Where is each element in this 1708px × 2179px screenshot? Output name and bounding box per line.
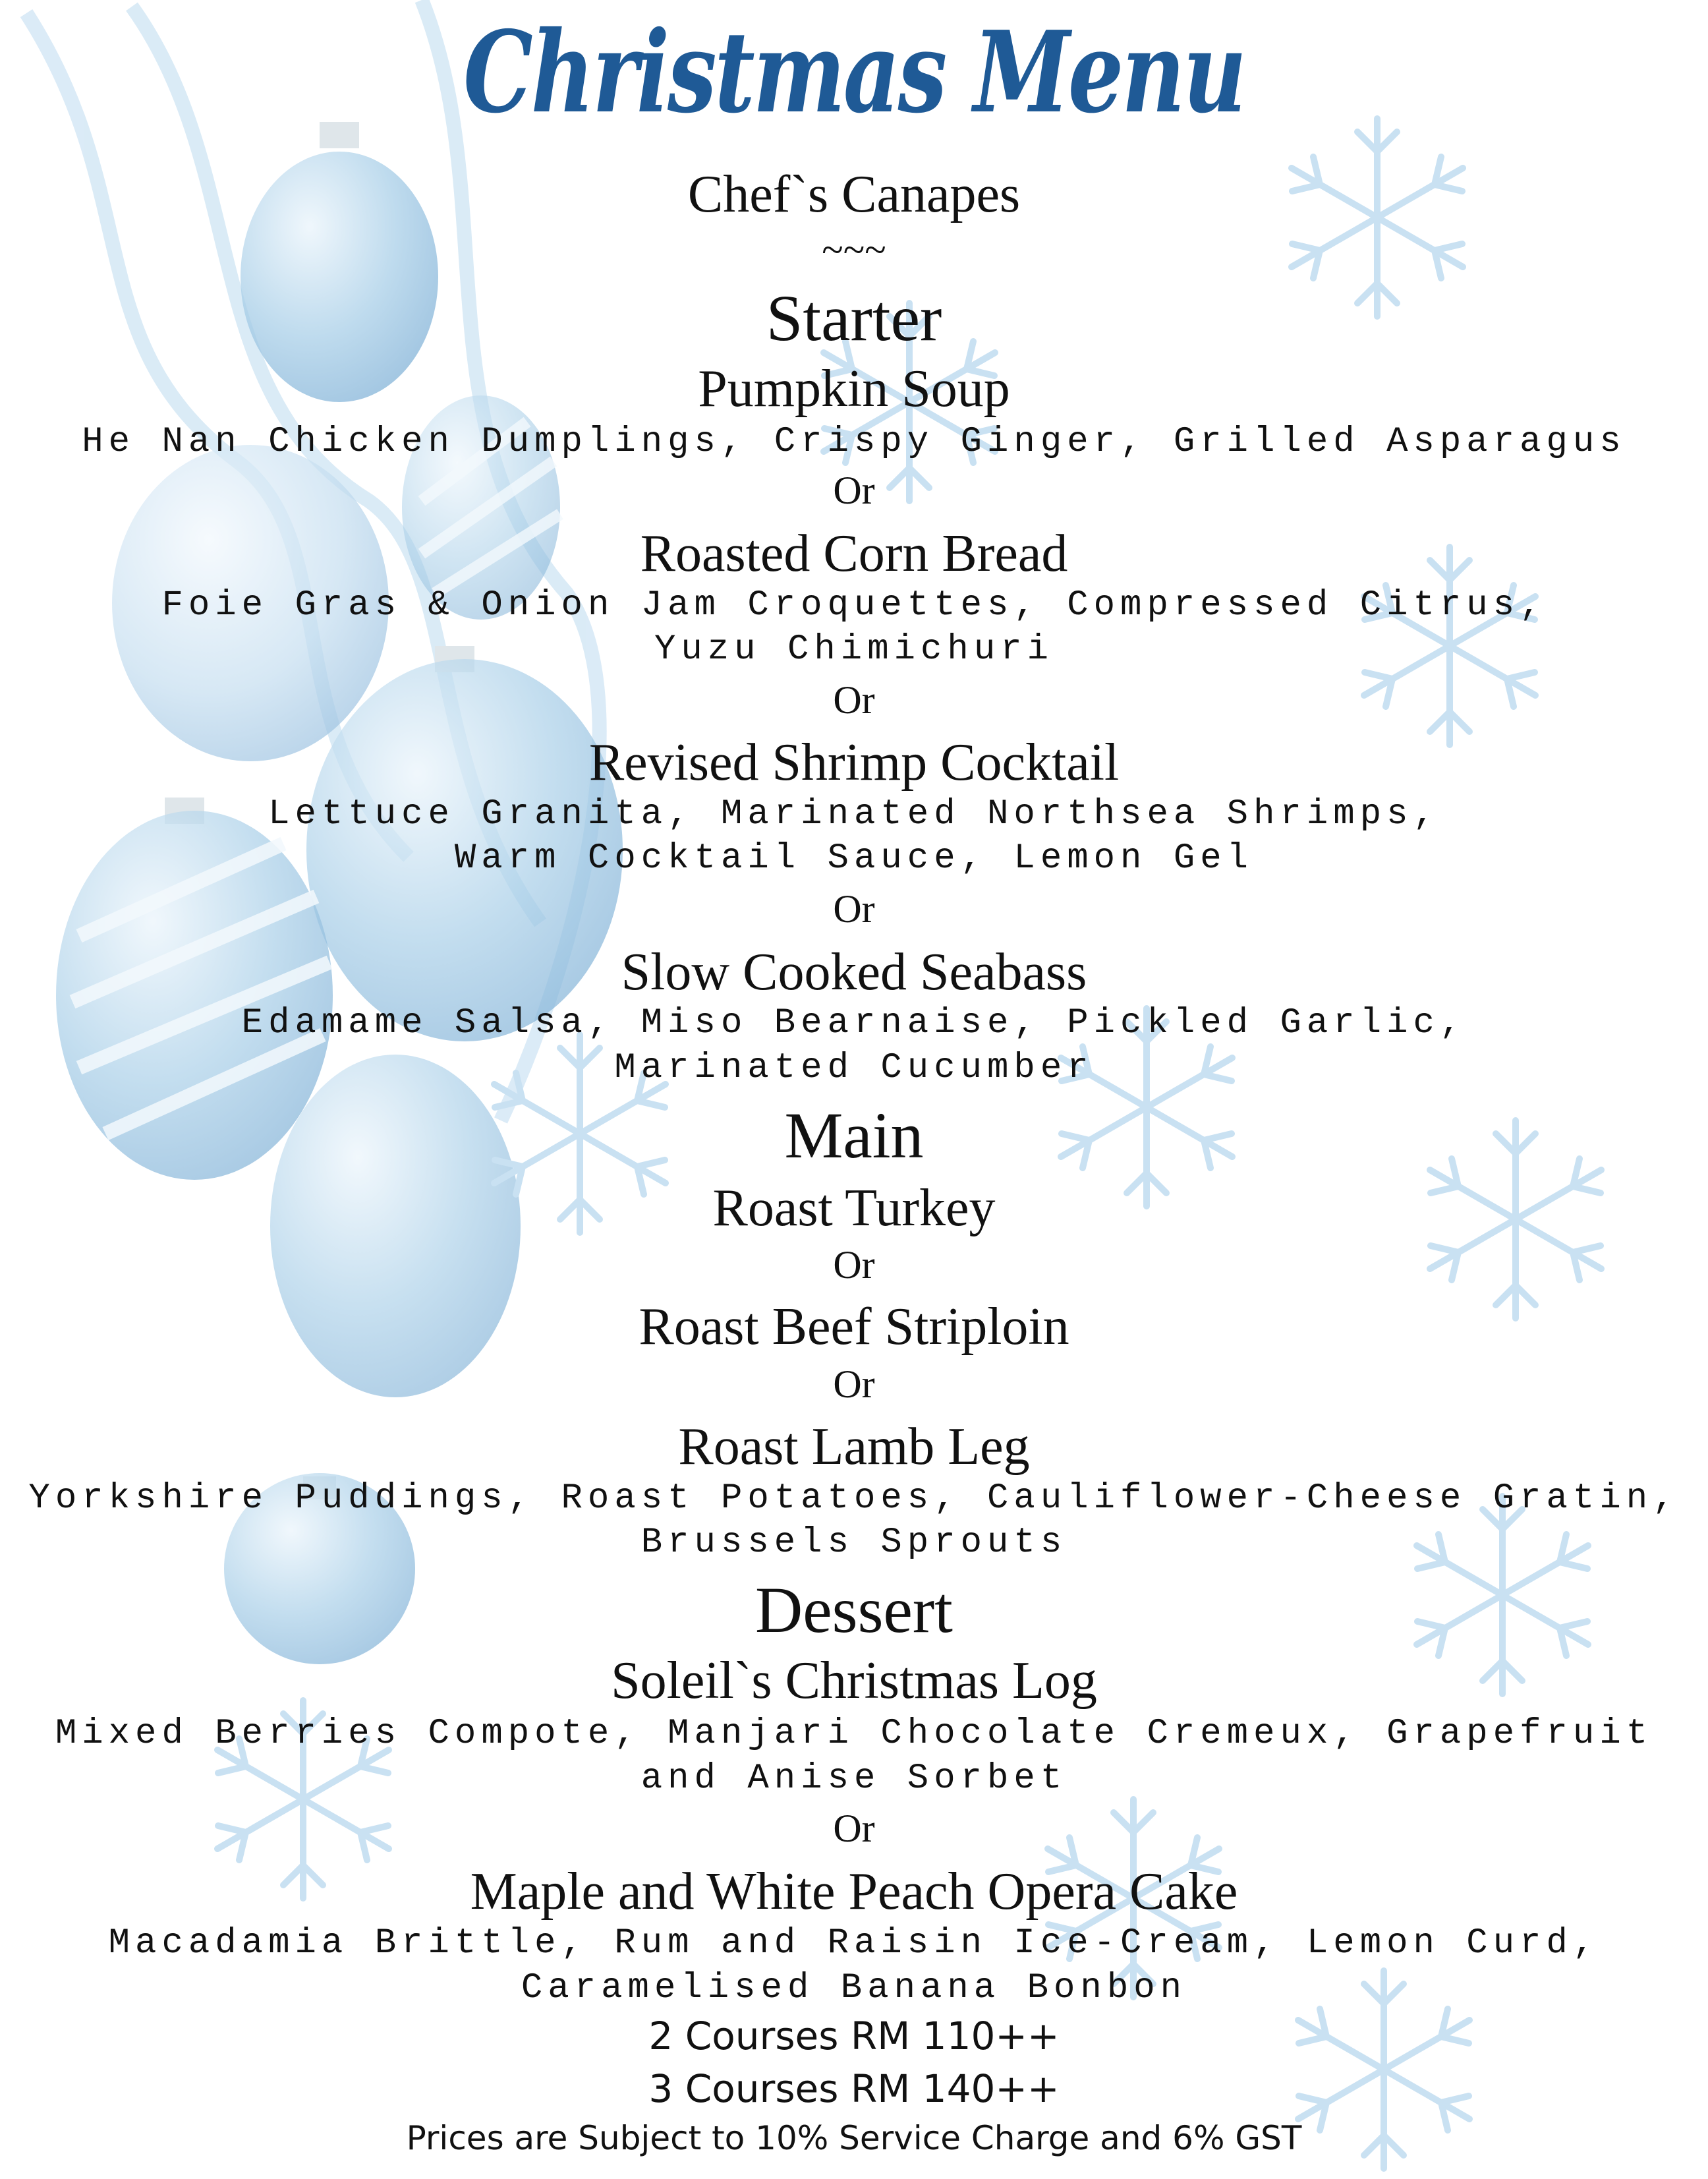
dish-description: Foie Gras & Onion Jam Croquettes, Compressed Citrus,: [161, 585, 1547, 625]
dish-description: Edamame Salsa, Miso Bearnaise, Pickled Garlic,: [241, 1003, 1467, 1043]
dish-description: Warm Cocktail Sauce, Lemon Gel: [454, 838, 1254, 879]
dish-name: Soleil`s Christmas Log: [611, 1652, 1097, 1710]
or-divider: Or: [833, 1362, 875, 1406]
or-divider: Or: [833, 887, 875, 931]
page-title: Christmas Menu: [463, 7, 1245, 138]
starter-heading: Starter: [766, 281, 942, 355]
or-divider: Or: [833, 469, 875, 512]
price-three-courses: 3 Courses RM 140++: [648, 2066, 1060, 2111]
dish-description: Yorkshire Puddings, Roast Potatoes, Cauliflower-Cheese Gratin,: [28, 1478, 1680, 1519]
dessert-heading: Dessert: [755, 1573, 953, 1646]
dish-name: Roast Turkey: [712, 1179, 996, 1237]
dish-description: Yuzu Chimichuri: [654, 629, 1054, 670]
dish-description: and Anise Sorbet: [640, 1758, 1068, 1799]
price-two-courses: 2 Courses RM 110++: [648, 2014, 1060, 2058]
dish-name: Maple and White Peach Opera Cake: [470, 1863, 1238, 1921]
dish-name: Roasted Corn Bread: [640, 525, 1068, 583]
dish-description: Mixed Berries Compote, Manjari Chocolate Cremeux, Grapefruit: [55, 1714, 1653, 1754]
canapes-heading: Chef`s Canapes: [687, 165, 1021, 223]
dish-name: Slow Cooked Seabass: [621, 943, 1087, 1001]
or-divider: Or: [833, 1807, 875, 1850]
dish-description: He Nan Chicken Dumplings, Crispy Ginger, Grilled Asparagus: [82, 422, 1626, 462]
or-divider: Or: [833, 1243, 875, 1287]
dish-description: Caramelised Banana Bonbon: [521, 1968, 1187, 2008]
dish-description: Marinated Cucumber: [614, 1048, 1094, 1088]
dish-name: Roast Lamb Leg: [678, 1418, 1030, 1476]
dish-description: Macadamia Brittle, Rum and Raisin Ice-Cream, Lemon Curd,: [108, 1923, 1600, 1963]
dish-description: Lettuce Granita, Marinated Northsea Shrimps,: [268, 794, 1440, 834]
dish-name: Roast Beef Striploin: [639, 1298, 1069, 1356]
dish-name: Revised Shrimp Cocktail: [588, 734, 1120, 792]
price-note: Prices are Subject to 10% Service Charge and 6% GST: [406, 2119, 1302, 2157]
dish-description: Brussels Sprouts: [640, 1523, 1068, 1563]
dish-name: Pumpkin Soup: [698, 360, 1010, 418]
main-heading: Main: [784, 1099, 924, 1172]
separator: ~~~: [822, 228, 886, 272]
or-divider: Or: [833, 678, 875, 722]
